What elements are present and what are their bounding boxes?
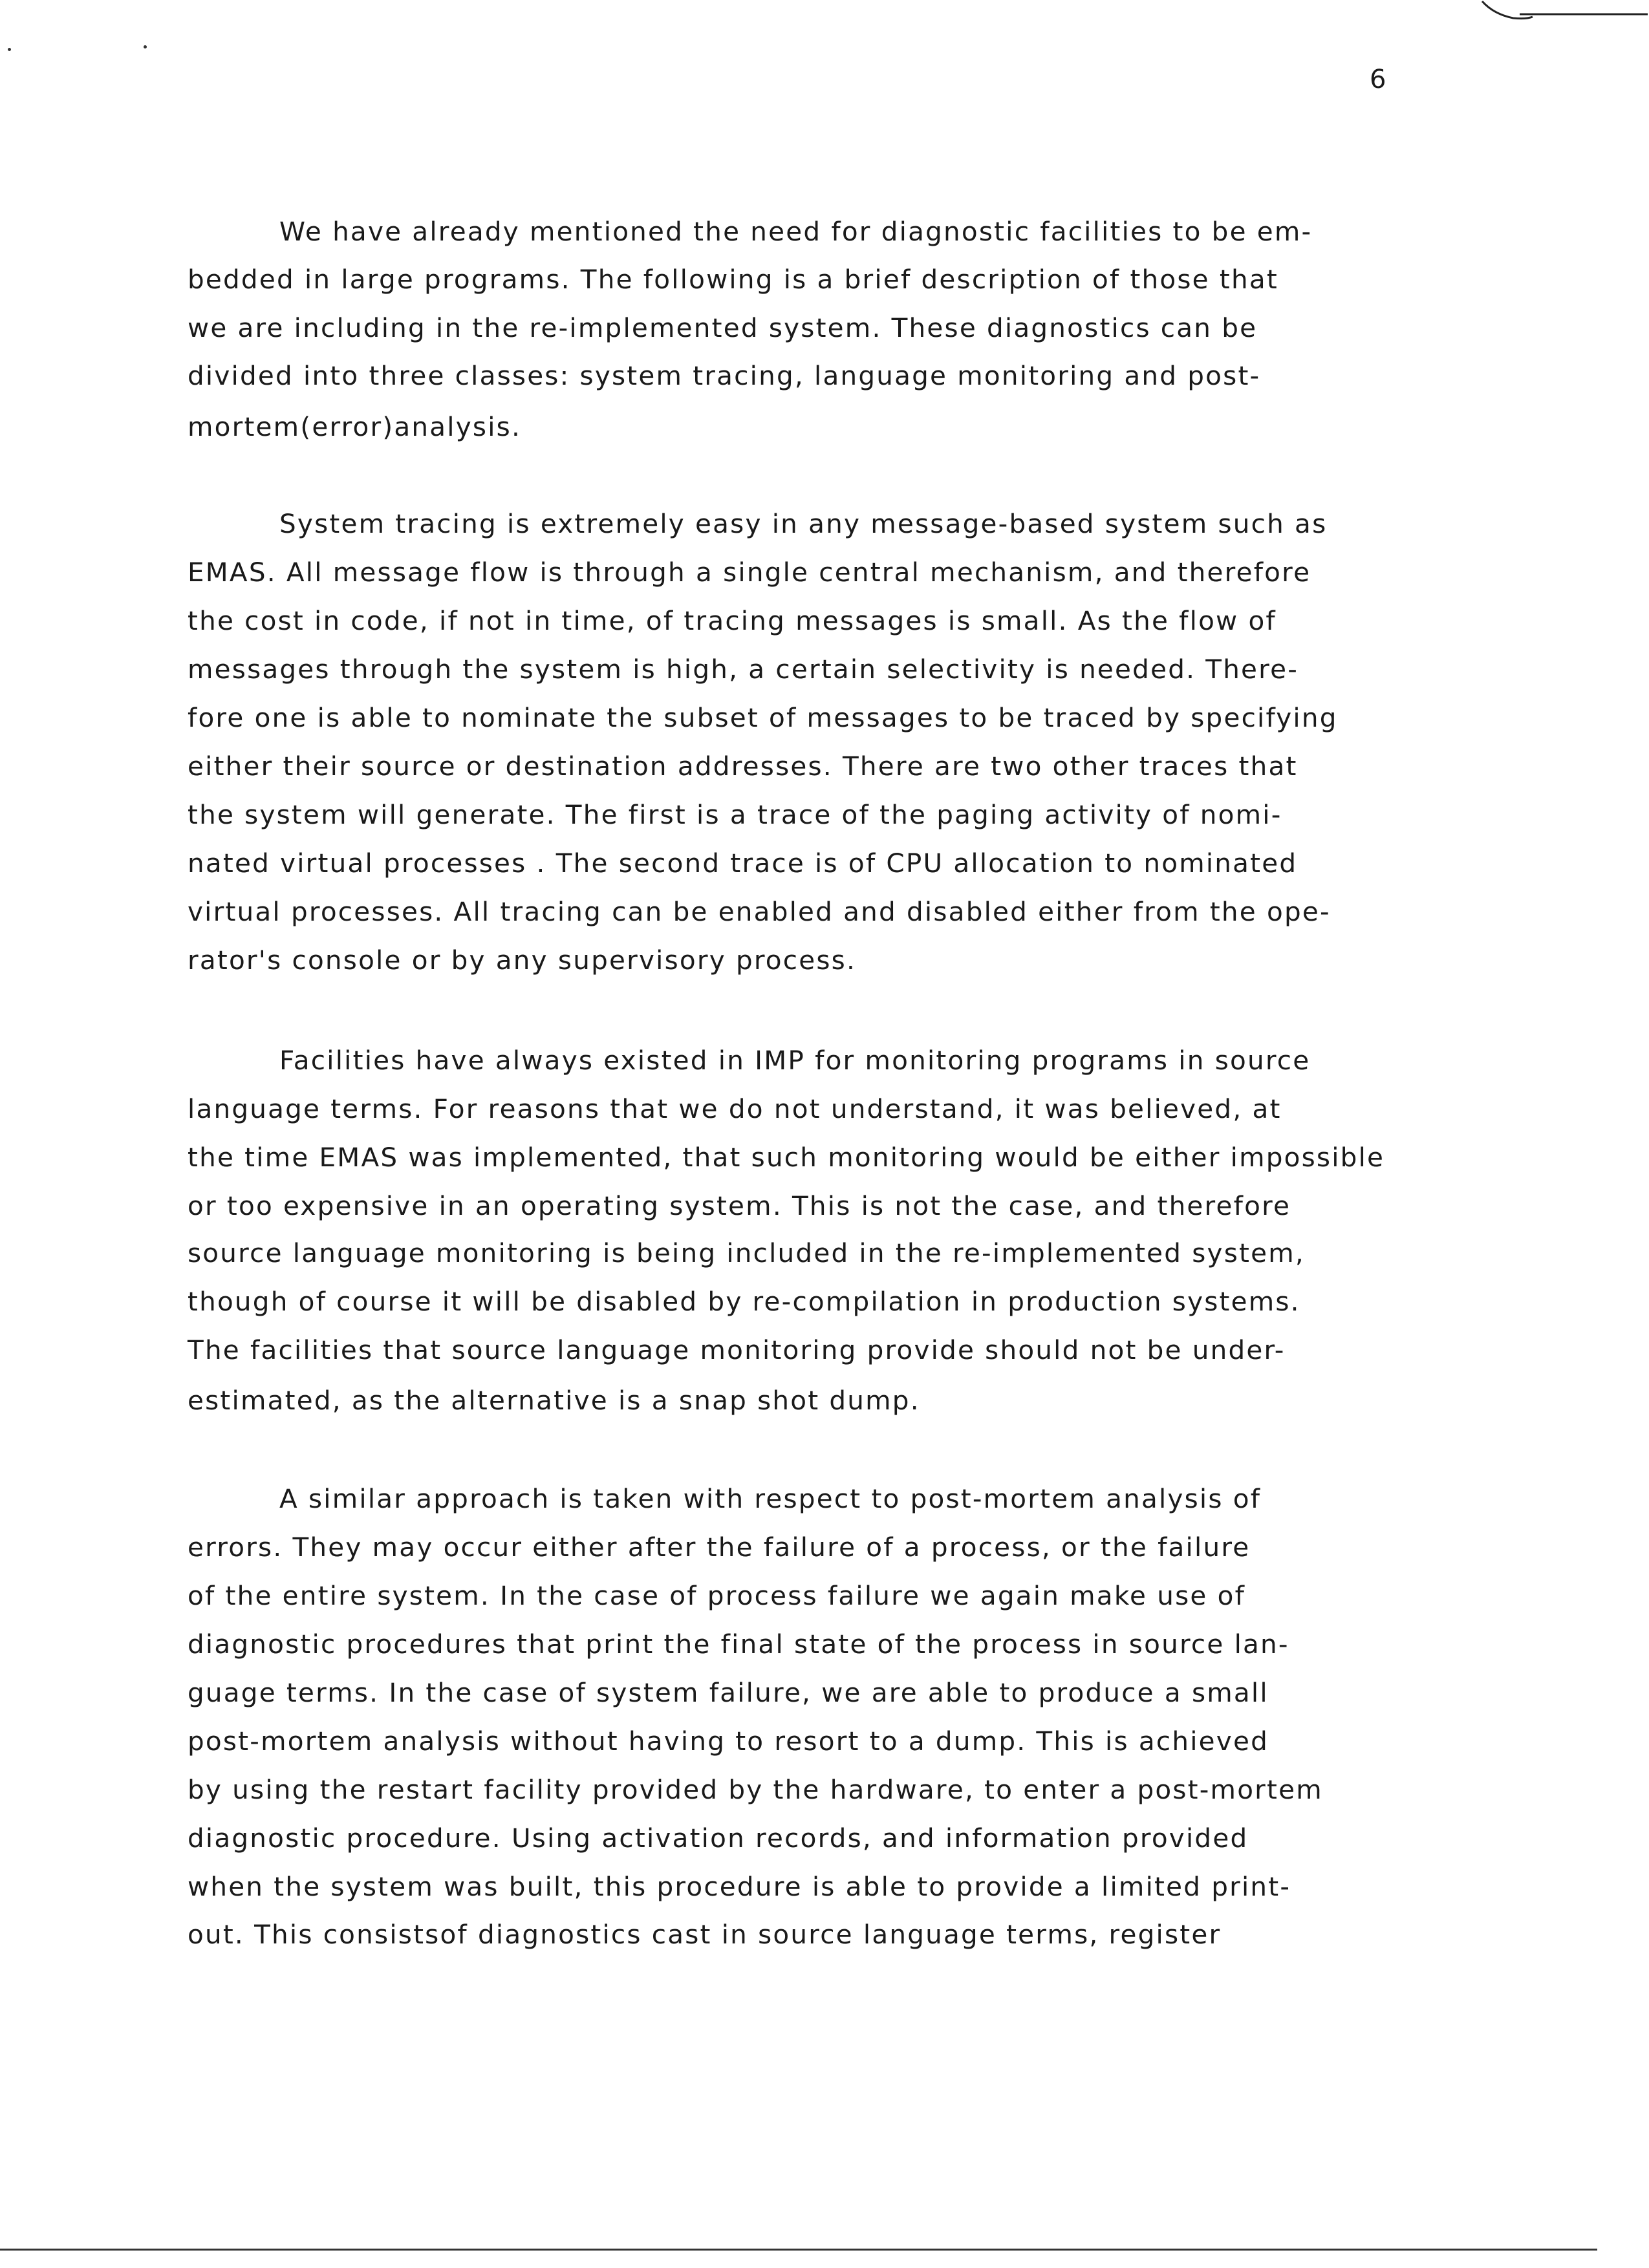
text-line: divided into three classes: system tracing, language monitoring and post- — [188, 360, 1261, 391]
text-line: we are including in the re-implemented system. These diagnostics can be — [188, 312, 1258, 343]
text-line: of the entire system. In the case of process failure we again make use of — [188, 1580, 1246, 1611]
text-line: or too expensive in an operating system. This is not the case, and therefore — [188, 1190, 1291, 1221]
text-line: A similar approach is taken with respect to post-mortem analysis of — [279, 1483, 1262, 1514]
text-line: estimated, as the alternative is a snap shot dump. — [188, 1385, 920, 1416]
text-line: the time EMAS was implemented, that such monitoring would be either impossible — [188, 1142, 1385, 1173]
text-line: diagnostic procedures that print the final state of the process in source lan- — [188, 1629, 1289, 1660]
text-line: virtual processes. All tracing can be enabled and disabled either from the ope- — [188, 896, 1331, 927]
text-line: mortem(error)analysis. — [188, 411, 522, 442]
text-line: when the system was built, this procedure is able to provide a limited print- — [188, 1871, 1291, 1902]
text-line: Facilities have always existed in IMP for monitoring programs in source — [279, 1045, 1311, 1076]
text-line: source language monitoring is being included in the re-implemented system, — [188, 1237, 1305, 1268]
text-line: the cost in code, if not in time, of tracing messages is small. As the flow of — [188, 605, 1277, 636]
text-line: guage terms. In the case of system failure, we are able to produce a small — [188, 1677, 1269, 1708]
text-line: the system will generate. The first is a trace of the paging activity of nomi- — [188, 799, 1282, 830]
text-line: messages through the system is high, a certain selectivity is needed. There- — [188, 654, 1299, 685]
text-line: EMAS. All message flow is through a single central mechanism, and therefore — [188, 557, 1311, 588]
text-line: by using the restart facility provided by the hardware, to enter a post-mortem — [188, 1774, 1323, 1805]
text-line: out. This consistsof diagnostics cast in source language terms, register — [188, 1919, 1222, 1950]
text-line: post-mortem analysis without having to resort to a dump. This is achieved — [188, 1726, 1269, 1757]
text-line: diagnostic procedure. Using activation records, and information provided — [188, 1823, 1249, 1854]
text-line: either their source or destination addresses. There are two other traces that — [188, 751, 1298, 782]
corner-pen-mark — [1481, 0, 1649, 28]
text-line: though of course it will be disabled by re-compilation in production systems. — [188, 1286, 1300, 1317]
page-number: 6 — [1370, 65, 1387, 94]
text-line: The facilities that source language monitoring provide should not be under- — [188, 1334, 1286, 1365]
text-line: bedded in large programs. The following is a brief description of those that — [188, 264, 1278, 295]
scan-speck — [8, 48, 11, 51]
text-line: errors. They may occur either after the failure of a process, or the failure — [188, 1532, 1251, 1563]
text-line: nated virtual processes . The second trace is of CPU allocation to nominated — [188, 848, 1298, 879]
text-line: rator's console or by any supervisory process. — [188, 945, 857, 976]
text-line: System tracing is extremely easy in any message-based system such as — [279, 508, 1328, 539]
text-line: We have already mentioned the need for diagnostic facilities to be em- — [279, 216, 1313, 247]
scan-speck — [144, 45, 147, 48]
text-line: language terms. For reasons that we do not understand, it was believed, at — [188, 1093, 1282, 1124]
bottom-rule — [0, 2249, 1597, 2251]
text-line: fore one is able to nominate the subset of messages to be traced by specifying — [188, 702, 1338, 733]
